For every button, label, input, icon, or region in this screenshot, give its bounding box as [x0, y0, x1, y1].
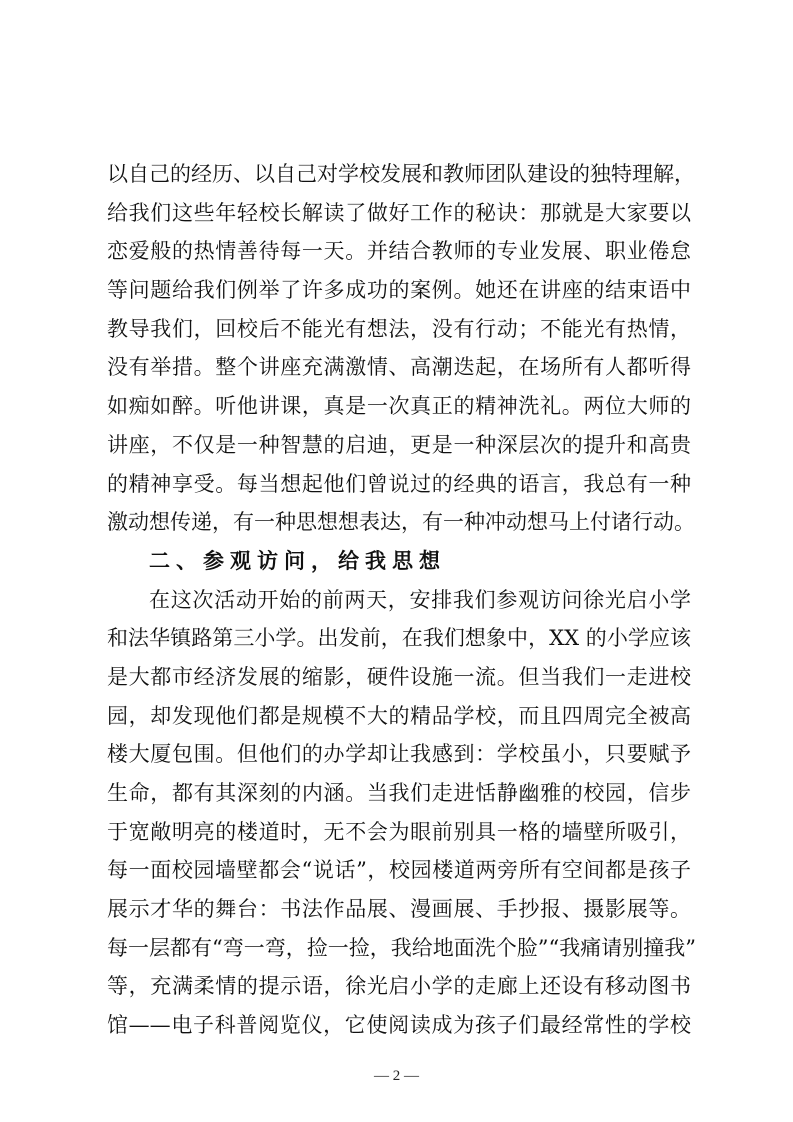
text-line: 在这次活动开始的前两天，安排我们参观访问徐光启小学	[149, 587, 691, 612]
text-line: 展示才华的舞台：书法作品展、漫画展、手抄报、摄影展等。	[107, 897, 691, 922]
text-line: 如痴如醉。听他讲课，真是一次真正的精神洗礼。两位大师的	[107, 394, 691, 419]
text-line: 教导我们，回校后不能光有想法，没有行动；不能光有热情，	[107, 316, 691, 341]
text-line: 没有举措。整个讲座充满激情、高潮迭起，在场所有人都听得	[107, 355, 691, 380]
text-line: 等问题给我们例举了许多成功的案例。她还在讲座的结束语中	[107, 278, 691, 303]
text-line: 生命，都有其深刻的内涵。当我们走进恬静幽雅的校园，信步	[107, 781, 691, 805]
text-line: 每一面校园墙壁都会“说话”，校园楼道两旁所有空间都是孩子	[107, 858, 691, 883]
page-number: — 2 —	[374, 1068, 419, 1084]
text-line: 于宽敞明亮的楼道时，无不会为眼前别具一格的墙壁所吸引，	[107, 819, 691, 844]
text-line: 讲座，不仅是一种智慧的启迪，更是一种深层次的提升和高贵	[107, 432, 691, 457]
section-heading: 二、参观访问，给我思想	[149, 547, 446, 573]
text-line: 楼大厦包围。但他们的办学却让我感到：学校虽小，只要赋予	[107, 742, 691, 767]
text-line: 园，却发现他们都是规模不大的精品学校，而且四周完全被高	[107, 703, 691, 728]
text-line: 和法华镇路第三小学。出发前，在我们想象中，XX 的小学应该	[107, 626, 691, 651]
text-line: 是大都市经济发展的缩影，硬件设施一流。但当我们一走进校	[107, 664, 691, 689]
body-text	[107, 155, 696, 1045]
text-line: 等，充满柔情的提示语，徐光启小学的走廊上还设有移动图书	[107, 974, 691, 999]
text-line: 每一层都有“弯一弯，捡一捡，我给地面洗个脸”“我痛请别撞我”	[107, 935, 696, 960]
text-line: 给我们这些年轻校长解读了做好工作的秘诀：那就是大家要以	[107, 200, 691, 225]
text-line: 以自己的经历、以自己对学校发展和教师团队建设的独特理解，	[107, 162, 695, 186]
text-line: 的精神享受。每当想起他们曾说过的经典的语言，我总有一种	[107, 471, 691, 496]
text-line: 激动想传递，有一种思想想表达，有一种冲动想马上付诸行动。	[107, 510, 695, 535]
text-line: 恋爱般的热情善待每一天。并结合教师的专业发展、职业倦怠	[107, 239, 691, 264]
text-line: 馆——电子科普阅览仪，它使阅读成为孩子们最经常性的学校	[107, 1013, 691, 1038]
